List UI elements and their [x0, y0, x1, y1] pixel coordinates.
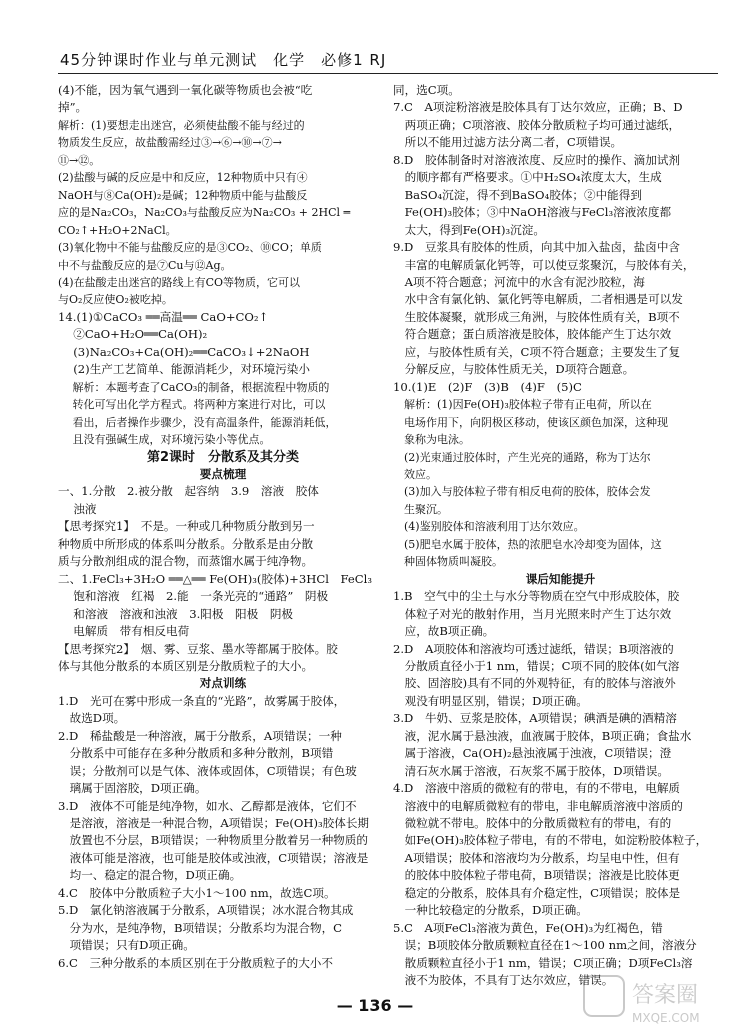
text-line: 璃属于固溶胶，D项正确。 — [58, 781, 207, 796]
text-line: (4)不能，因为氧气遇到一氧化碳等物质也会被“吃 — [58, 83, 313, 97]
text-line: 看出，后者操作步骤少，没有高温条件，能源消耗低， — [58, 415, 337, 429]
text-line: 象称为电泳。 — [393, 433, 470, 447]
text-line: 分散系中可能存在多种分散质和多种分散剂，B项错 — [58, 746, 334, 761]
text-line: 解析：(1)要想走出迷宫，必须使盐酸不能与经过的 — [58, 118, 305, 132]
running-header — [58, 45, 718, 74]
text-line: 项错误；只有D项正确。 — [58, 938, 195, 953]
text-line: (4)在盐酸走出迷宫的路线上有CO等物质，它可以 — [58, 275, 301, 289]
text-line: 1.D 光可在雾中形成一条直的“光路”，故雾属于胶体， — [58, 693, 346, 708]
text-line: 9.D 豆浆具有胶体的性质，向其中加入盐卤，盐卤中含 — [393, 240, 681, 255]
text-line: 属于溶液，Ca(OH)₂悬浊液属于浊液，C项错误；澄 — [393, 746, 672, 761]
text-line: 4.C 胶体中分散质粒子大小1～100 nm，故选C项。 — [58, 885, 336, 900]
text-line: 应，故B项正确。 — [393, 624, 495, 639]
text-line: 观没有明显区别，错误；D项正确。 — [393, 693, 588, 708]
text-line: 掉”。 — [58, 100, 88, 115]
text-line: 电场作用下，向阴极区移动，使该区颜色加深，这种现 — [393, 415, 668, 429]
text-line: 两项正确；C项溶液、胶体分散质粒子均可通过滤纸， — [393, 117, 681, 132]
text-line: 的胶体中胶体粒子带电荷，B项错误；溶液是比胶体更 — [393, 868, 680, 883]
text-line: 散质颗粒直径小于1 nm，错误；C项正确；D项FeCl₃溶 — [393, 955, 693, 970]
text-line: A项错误；胶体和溶液均为分散系，均呈电中性，但有 — [393, 850, 680, 865]
text-line: 质与分散剂组成的混合物，而蒸馏水属于纯净物。 — [58, 554, 314, 569]
page-number: — 136 — — [336, 996, 414, 1015]
text-line: 液体可能是溶液，也可能是胶体或浊液，C项错误；溶液是 — [58, 850, 369, 865]
text-line: 2.D 稀盐酸是一种溶液，属于分散系，A项错误；一种 — [58, 728, 342, 743]
text-line: (3)Na₂CO₃+Ca(OH)₂══CaCO₃↓+2NaOH — [58, 344, 310, 359]
text-line: 胶、固溶胶)具有不同的外观特征，有的胶体与溶液外 — [393, 676, 676, 691]
text-line: 和溶液 溶液和浊液 3.阳极 阳极 阴极 — [58, 606, 294, 621]
text-line: 水中含有氯化钠、氯化钙等电解质，二者相遇是可以发 — [393, 292, 683, 307]
text-line: (3)加入与胶体粒子带有相反电荷的胶体，胶体会发 — [393, 485, 651, 499]
right-column — [393, 82, 728, 990]
text-line: 是溶液，溶液是一种混合物，A项错误；Fe(OH)₃胶体长期 — [58, 816, 370, 831]
text-line: 液，泥水属于悬浊液，血液属于胶体，B项正确；食盐水 — [393, 728, 692, 743]
text-line: 7.C A项淀粉溶液是胶体具有丁达尔效应，正确；B、D — [393, 100, 683, 115]
text-line: (3)氧化物中不能与盐酸反应的是③CO₂、⑩CO；单质 — [58, 241, 322, 255]
text-line: 3.D 牛奶、豆浆是胶体，A项错误；碘酒是碘的酒精溶 — [393, 711, 677, 726]
text-line: 溶液中的电解质微粒有的带电，非电解质溶液中溶质的 — [393, 798, 683, 813]
text-line: 效应。 — [393, 467, 437, 481]
text-line: 浊液 — [58, 501, 97, 516]
text-line: 均一、稳定的混合物，D项正确。 — [58, 868, 242, 883]
text-line: 如Fe(OH)₃胶体粒子带电，有的不带电，如淀粉胶体粒子， — [393, 833, 708, 848]
text-line: A项不符合题意；河流中的水含有泥沙胶粒，海 — [393, 274, 645, 289]
text-line: 误；分散剂可以是气体、液体或固体，C项错误；有色玻 — [58, 763, 357, 778]
text-line: 2.D A项胶体和溶液均可透过滤纸，错误；B项溶液的 — [393, 641, 674, 656]
text-line: 种固体物质叫凝胶。 — [393, 555, 503, 569]
text-line: 生胶体凝聚，就形成三角洲，与胶体性质有关，B项不 — [393, 309, 680, 324]
text-line: 3.D 液体不可能是纯净物，如水、乙醇都是液体，它们不 — [58, 798, 357, 813]
text-line: Fe(OH)₃胶体；③中NaOH溶液与FeCl₃溶液浓度都 — [393, 205, 672, 220]
text-line: 的顺序都有严格要求。①中H₂SO₄浓度太大，生成 — [393, 170, 662, 185]
text-line: 物质发生反应，故盐酸需经过③→⑥→⑩→⑦→ — [58, 136, 282, 150]
text-line: 一、1.分散 2.被分散 起容纳 3.9 溶液 胶体 — [58, 484, 319, 499]
text-line: 分为水，是纯净物，B项错误；分散系均为混合物，C — [58, 920, 343, 935]
text-line: 且没有强碱生成，对环境污染小等优点。 — [58, 433, 271, 447]
text-line: (2)生产工艺简单、能源消耗少，对环境污染小 — [58, 362, 310, 377]
left-column — [58, 82, 388, 972]
text-line: 体粒子对光的散射作用，当月光照来时产生丁达尔效 — [393, 606, 672, 621]
text-line: 解析：(1)因Fe(OH)₃胶体粒子带有正电荷，所以在 — [393, 398, 652, 412]
text-line: 丰富的电解质氯化钙等，可以使豆浆聚沉，与胶体有关， — [393, 257, 695, 272]
text-line: 8.D 胶体制备时对溶液浓度、反应时的操作、滴加试剂 — [393, 152, 681, 167]
text-line: 与O₂反应使O₂被吃掉。 — [58, 293, 173, 307]
text-line: 解析：本题考查了CaCO₃的制备，根据流程中物质的 — [58, 380, 330, 394]
text-line: 转化可写出化学方程式。将两种方案进行对比，可以 — [58, 398, 326, 412]
text-line: 故选D项。 — [58, 711, 126, 726]
text-line: 同，选C项。 — [393, 83, 460, 97]
text-line: 符合题意；蛋白质溶液是胶体，胶体能产生丁达尔效 — [393, 327, 672, 342]
text-line: 种物质中所形成的体系叫分散系。分散系是由分散 — [58, 536, 314, 551]
text-line: 一种比较稳定的分散系，D项正确。 — [393, 903, 588, 918]
text-line: 课后知能提升 — [525, 571, 596, 586]
text-line: (4)鉴别胶体和溶液利用丁达尔效应。 — [393, 520, 585, 534]
text-line: 10.(1)E (2)F (3)B (4)F (5)C — [393, 379, 582, 394]
text-line: 误；B项胶体分散质颗粒直径在1～100 nm之间，溶液分 — [393, 938, 697, 953]
text-line: 14.(1)①CaCO₃ ══高温══ CaO+CO₂↑ — [58, 309, 269, 324]
text-line: 应，与胶体性质有关，C项不符合题意；主要发生了复 — [393, 344, 681, 359]
text-line: BaSO₄沉淀，得不到BaSO₄胶体；②中能得到 — [393, 187, 642, 202]
text-line: 二、1.FeCl₃+3H₂O ══△══ Fe(OH)₃(胶体)+3HCl FeCl₃ — [58, 571, 372, 586]
text-line: 分解反应，与胶体性质无关，D项符合题意。 — [393, 362, 635, 377]
text-line: 稳定的分散系，胶体具有介稳定性，C项错误；胶体是 — [393, 885, 681, 900]
text-line: 放置也不分层，B项错误；一种物质里分散着另一种物质的 — [58, 833, 368, 848]
text-line: 4.D 溶液中溶质的微粒有的带电，有的不带电，电解质 — [393, 781, 681, 796]
svg-text:答案圈: 答案圈 — [632, 983, 699, 1008]
text-line: 对点训练 — [199, 676, 247, 691]
text-line: 5.C A项FeCl₃溶液为黄色，Fe(OH)₃为红褐色，错 — [393, 920, 663, 935]
text-line: 要点梳理 — [199, 466, 247, 481]
text-line: NaOH与⑧Ca(OH)₂是碱；12种物质中能与盐酸反 — [58, 188, 308, 202]
text-line: 生聚沉。 — [393, 502, 448, 516]
text-line: 体与其他分散系的本质区别是分散质粒子的大小。 — [58, 658, 314, 673]
text-line: (2)盐酸与碱的反应是中和反应，12种物质中只有④ — [58, 171, 308, 185]
header-title: 45分钟课时作业与单元测试 化学 必修1 RJ — [60, 51, 387, 69]
text-line: 饱和溶液 红褐 2.能 一条光亮的“通路” 阴极 — [58, 589, 329, 604]
text-line: 【思考探究1】 不是。一种或几种物质分散到另一 — [58, 519, 315, 534]
watermark-logo — [582, 972, 732, 1028]
text-line: 6.C 三种分散系的本质区别在于分散质粒子的大小不 — [58, 955, 333, 970]
text-line: ⑪→⑫。 — [58, 153, 101, 167]
text-line: 微粒就不带电。胶体中的分散质微粒有的带电，有的 — [393, 816, 672, 831]
text-line: 5.D 氯化钠溶液属于分散系，A项错误；冰水混合物其成 — [58, 903, 354, 918]
svg-text:MXQE.COM: MXQE.COM — [632, 1011, 700, 1025]
text-line: 【思考探究2】 烟、雾、豆浆、墨水等都属于胶体。胶 — [58, 641, 338, 656]
text-line: 电解质 带有相反电荷 — [58, 624, 190, 639]
text-line: 所以不能用过滤方法分离二者，C项错误。 — [393, 135, 623, 150]
text-line: 液不为胶体，不具有丁达尔效应，错误。 — [393, 973, 614, 988]
text-line: CO₂↑+H₂O+2NaCl。 — [58, 223, 177, 237]
text-line: 中不与盐酸反应的是⑦Cu与⑫Ag。 — [58, 258, 232, 272]
text-line: 清石灰水属于溶液，石灰浆不属于胶体，D项错误。 — [393, 763, 669, 778]
text-line: (2)光束通过胶体时，产生光亮的通路，称为丁达尔 — [393, 450, 651, 464]
text-line: 应的是Na₂CO₃，Na₂CO₃与盐酸反应为Na₂CO₃ + 2HCl ═ — [58, 206, 351, 220]
text-line: 太大，得到Fe(OH)₃沉淀。 — [393, 222, 545, 237]
text-line: (5)肥皂水属于胶体，热的浓肥皂水冷却变为固体，这 — [393, 537, 662, 551]
text-line: 第2课时 分散系及其分类 — [146, 449, 300, 465]
text-line: 1.B 空气中的尘土与水分等物质在空气中形成胶体，胶 — [393, 589, 680, 604]
text-line: 分散质直径小于1 nm，错误；C项不同的胶体(如气溶 — [393, 658, 680, 673]
text-line: ②CaO+H₂O══Ca(OH)₂ — [58, 327, 208, 342]
